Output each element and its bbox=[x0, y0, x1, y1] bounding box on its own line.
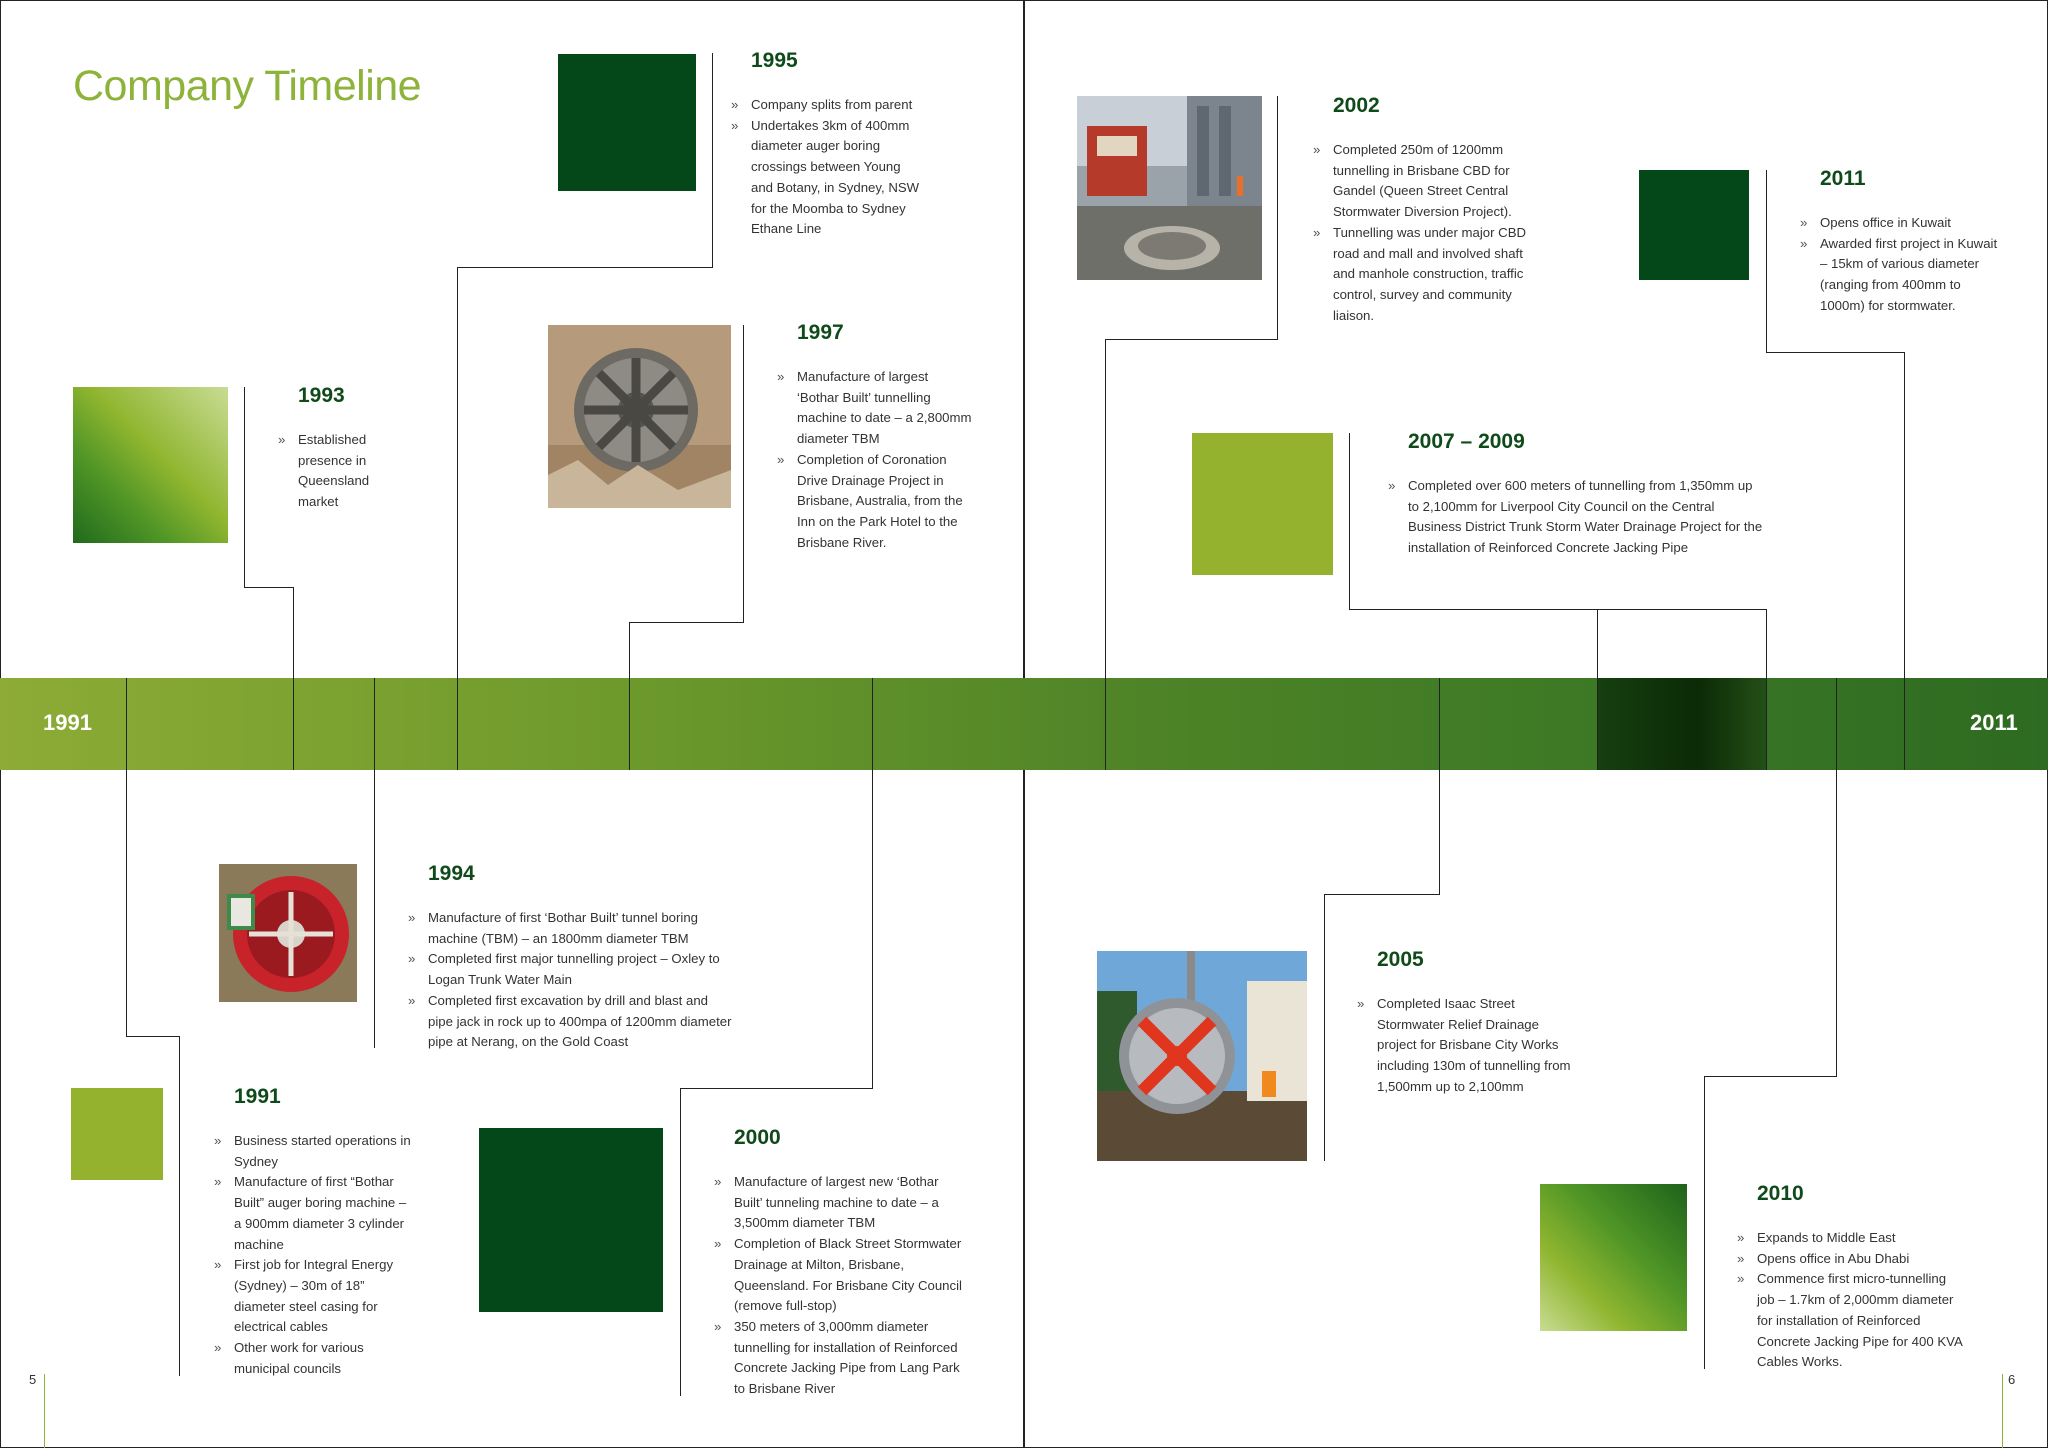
list-item: » Commence first micro-tunnelling job – 1.7km of 2,000mm diameter for installation of Reinforced Concrete Jacking Pipe for 400 KVA Cables Works. bbox=[1737, 1269, 1962, 1373]
year-1997-list bbox=[777, 367, 973, 553]
year-1991-list bbox=[214, 1131, 414, 1379]
list-item: » 350 meters of 3,000mm diameter tunnelling for installation of Reinforced Concrete Jacking Pipe from Lang Park to Brisbane River bbox=[714, 1317, 964, 1400]
list-item: » Completed first major tunnelling project – Oxley to Logan Trunk Water Main bbox=[408, 949, 733, 990]
block-2011-square bbox=[1639, 170, 1749, 280]
list-item: » Other work for various municipal councils bbox=[214, 1338, 414, 1379]
list-item: » Company splits from parent bbox=[731, 95, 926, 116]
page-title: Company Timeline bbox=[73, 62, 422, 110]
year-1993-list bbox=[278, 430, 398, 513]
block-2000-square bbox=[479, 1128, 663, 1312]
page-number-left-rule bbox=[44, 1374, 45, 1448]
list-item: » Completed over 600 meters of tunnelling from 1,350mm up to 2,100mm for Liverpool City Council on the Central Business District Trunk Storm Water Drainage Project for the installation of Reinforced Concrete Jacking Pipe bbox=[1388, 476, 1763, 559]
year-1991-heading: 1991 bbox=[234, 1085, 281, 1108]
year-1997-heading: 1997 bbox=[797, 321, 844, 344]
list-item: » Completion of Black Street Stormwater Drainage at Milton, Brisbane, Queensland. For Brisbane City Council (remove full-stop) bbox=[714, 1234, 964, 1317]
street-shaft-photo-2002 bbox=[1077, 96, 1262, 280]
year-1995-heading: 1995 bbox=[751, 49, 798, 72]
page-number-left: 5 bbox=[29, 1372, 37, 1387]
timeline-end-label: 2011 bbox=[1970, 710, 2018, 735]
timeline-start-label: 1991 bbox=[43, 710, 92, 735]
year-2005-heading: 2005 bbox=[1377, 948, 1424, 971]
year-2011-heading: 2011 bbox=[1820, 167, 1866, 190]
year-2010-list bbox=[1737, 1228, 1962, 1373]
list-item: » Business started operations in Sydney bbox=[214, 1131, 414, 1172]
tbm-red-cutter-photo-1994 bbox=[219, 864, 357, 1002]
list-item: » Manufacture of first ‘Bothar Built’ tunnel boring machine (TBM) – an 1800mm diameter TBM bbox=[408, 908, 733, 949]
list-item: » Opens office in Kuwait bbox=[1800, 213, 2000, 234]
list-item: » Tunnelling was under major CBD road and mall and involved shaft and manhole construction, traffic control, survey and community liaison. bbox=[1313, 223, 1533, 327]
year-2007-2009-list bbox=[1388, 476, 1763, 559]
list-item: » Completed 250m of 1200mm tunnelling in Brisbane CBD for Gandel (Queen Street Central Stormwater Diversion Project). bbox=[1313, 140, 1533, 223]
year-1994-heading: 1994 bbox=[428, 862, 475, 885]
page-number-right: 6 bbox=[2008, 1372, 2016, 1387]
block-2010-square bbox=[1540, 1184, 1687, 1331]
list-item: » Established presence in Queensland market bbox=[278, 430, 398, 513]
list-item: » Undertakes 3km of 400mm diameter auger boring crossings between Young and Botany, in Sydney, NSW for the Moomba to Sydney Ethane Line bbox=[731, 116, 926, 240]
page-number-right-rule bbox=[2002, 1374, 2003, 1448]
list-item: » Manufacture of first “Bothar Built” auger boring machine – a 900mm diameter 3 cylinder machine bbox=[214, 1172, 414, 1255]
year-2010-heading: 2010 bbox=[1757, 1182, 1804, 1205]
list-item: » Manufacture of largest new ‘Bothar Built’ tunneling machine to date – a 3,500mm diameter TBM bbox=[714, 1172, 964, 1234]
block-2007-square bbox=[1192, 433, 1333, 575]
block-1991-square bbox=[71, 1088, 163, 1180]
list-item: » Completion of Coronation Drive Drainage Project in Brisbane, Australia, from the Inn on the Park Hotel to the Brisbane River. bbox=[777, 450, 973, 554]
tbm-cutterhead-photo-1997 bbox=[548, 325, 731, 508]
year-1995-list bbox=[731, 95, 926, 240]
list-item: » Awarded first project in Kuwait – 15km of various diameter (ranging from 400mm to 1000m) for stormwater. bbox=[1800, 234, 2000, 317]
list-item: » Opens office in Abu Dhabi bbox=[1737, 1249, 1962, 1270]
year-2000-heading: 2000 bbox=[734, 1126, 781, 1149]
block-1995-square bbox=[558, 54, 696, 191]
list-item: » First job for Integral Energy (Sydney) – 30m of 18” diameter steel casing for electrical cables bbox=[214, 1255, 414, 1338]
list-item: » Completed Isaac Street Stormwater Relief Drainage project for Brisbane City Works including 130m of tunnelling from 1,500mm up to 2,100mm bbox=[1357, 994, 1572, 1098]
year-1993-heading: 1993 bbox=[298, 384, 345, 407]
timeline-band-highlight bbox=[1597, 678, 1766, 770]
year-2000-list bbox=[714, 1172, 964, 1400]
year-2011-list bbox=[1800, 213, 2000, 317]
list-item: » Completed first excavation by drill and blast and pipe jack in rock up to 400mpa of 1200mm diameter pipe at Nerang, on the Gold Coast bbox=[408, 991, 733, 1053]
tbm-on-site-photo-2005 bbox=[1097, 951, 1307, 1161]
year-2005-list bbox=[1357, 994, 1572, 1098]
year-2002-heading: 2002 bbox=[1333, 94, 1380, 117]
year-2007-2009-heading: 2007 – 2009 bbox=[1408, 430, 1525, 453]
year-1994-list bbox=[408, 908, 733, 1053]
list-item: » Expands to Middle East bbox=[1737, 1228, 1962, 1249]
list-item: » Manufacture of largest ‘Bothar Built’ tunnelling machine to date – a 2,800mm diameter TBM bbox=[777, 367, 973, 450]
block-1993-square bbox=[73, 387, 228, 543]
year-2002-list bbox=[1313, 140, 1533, 326]
